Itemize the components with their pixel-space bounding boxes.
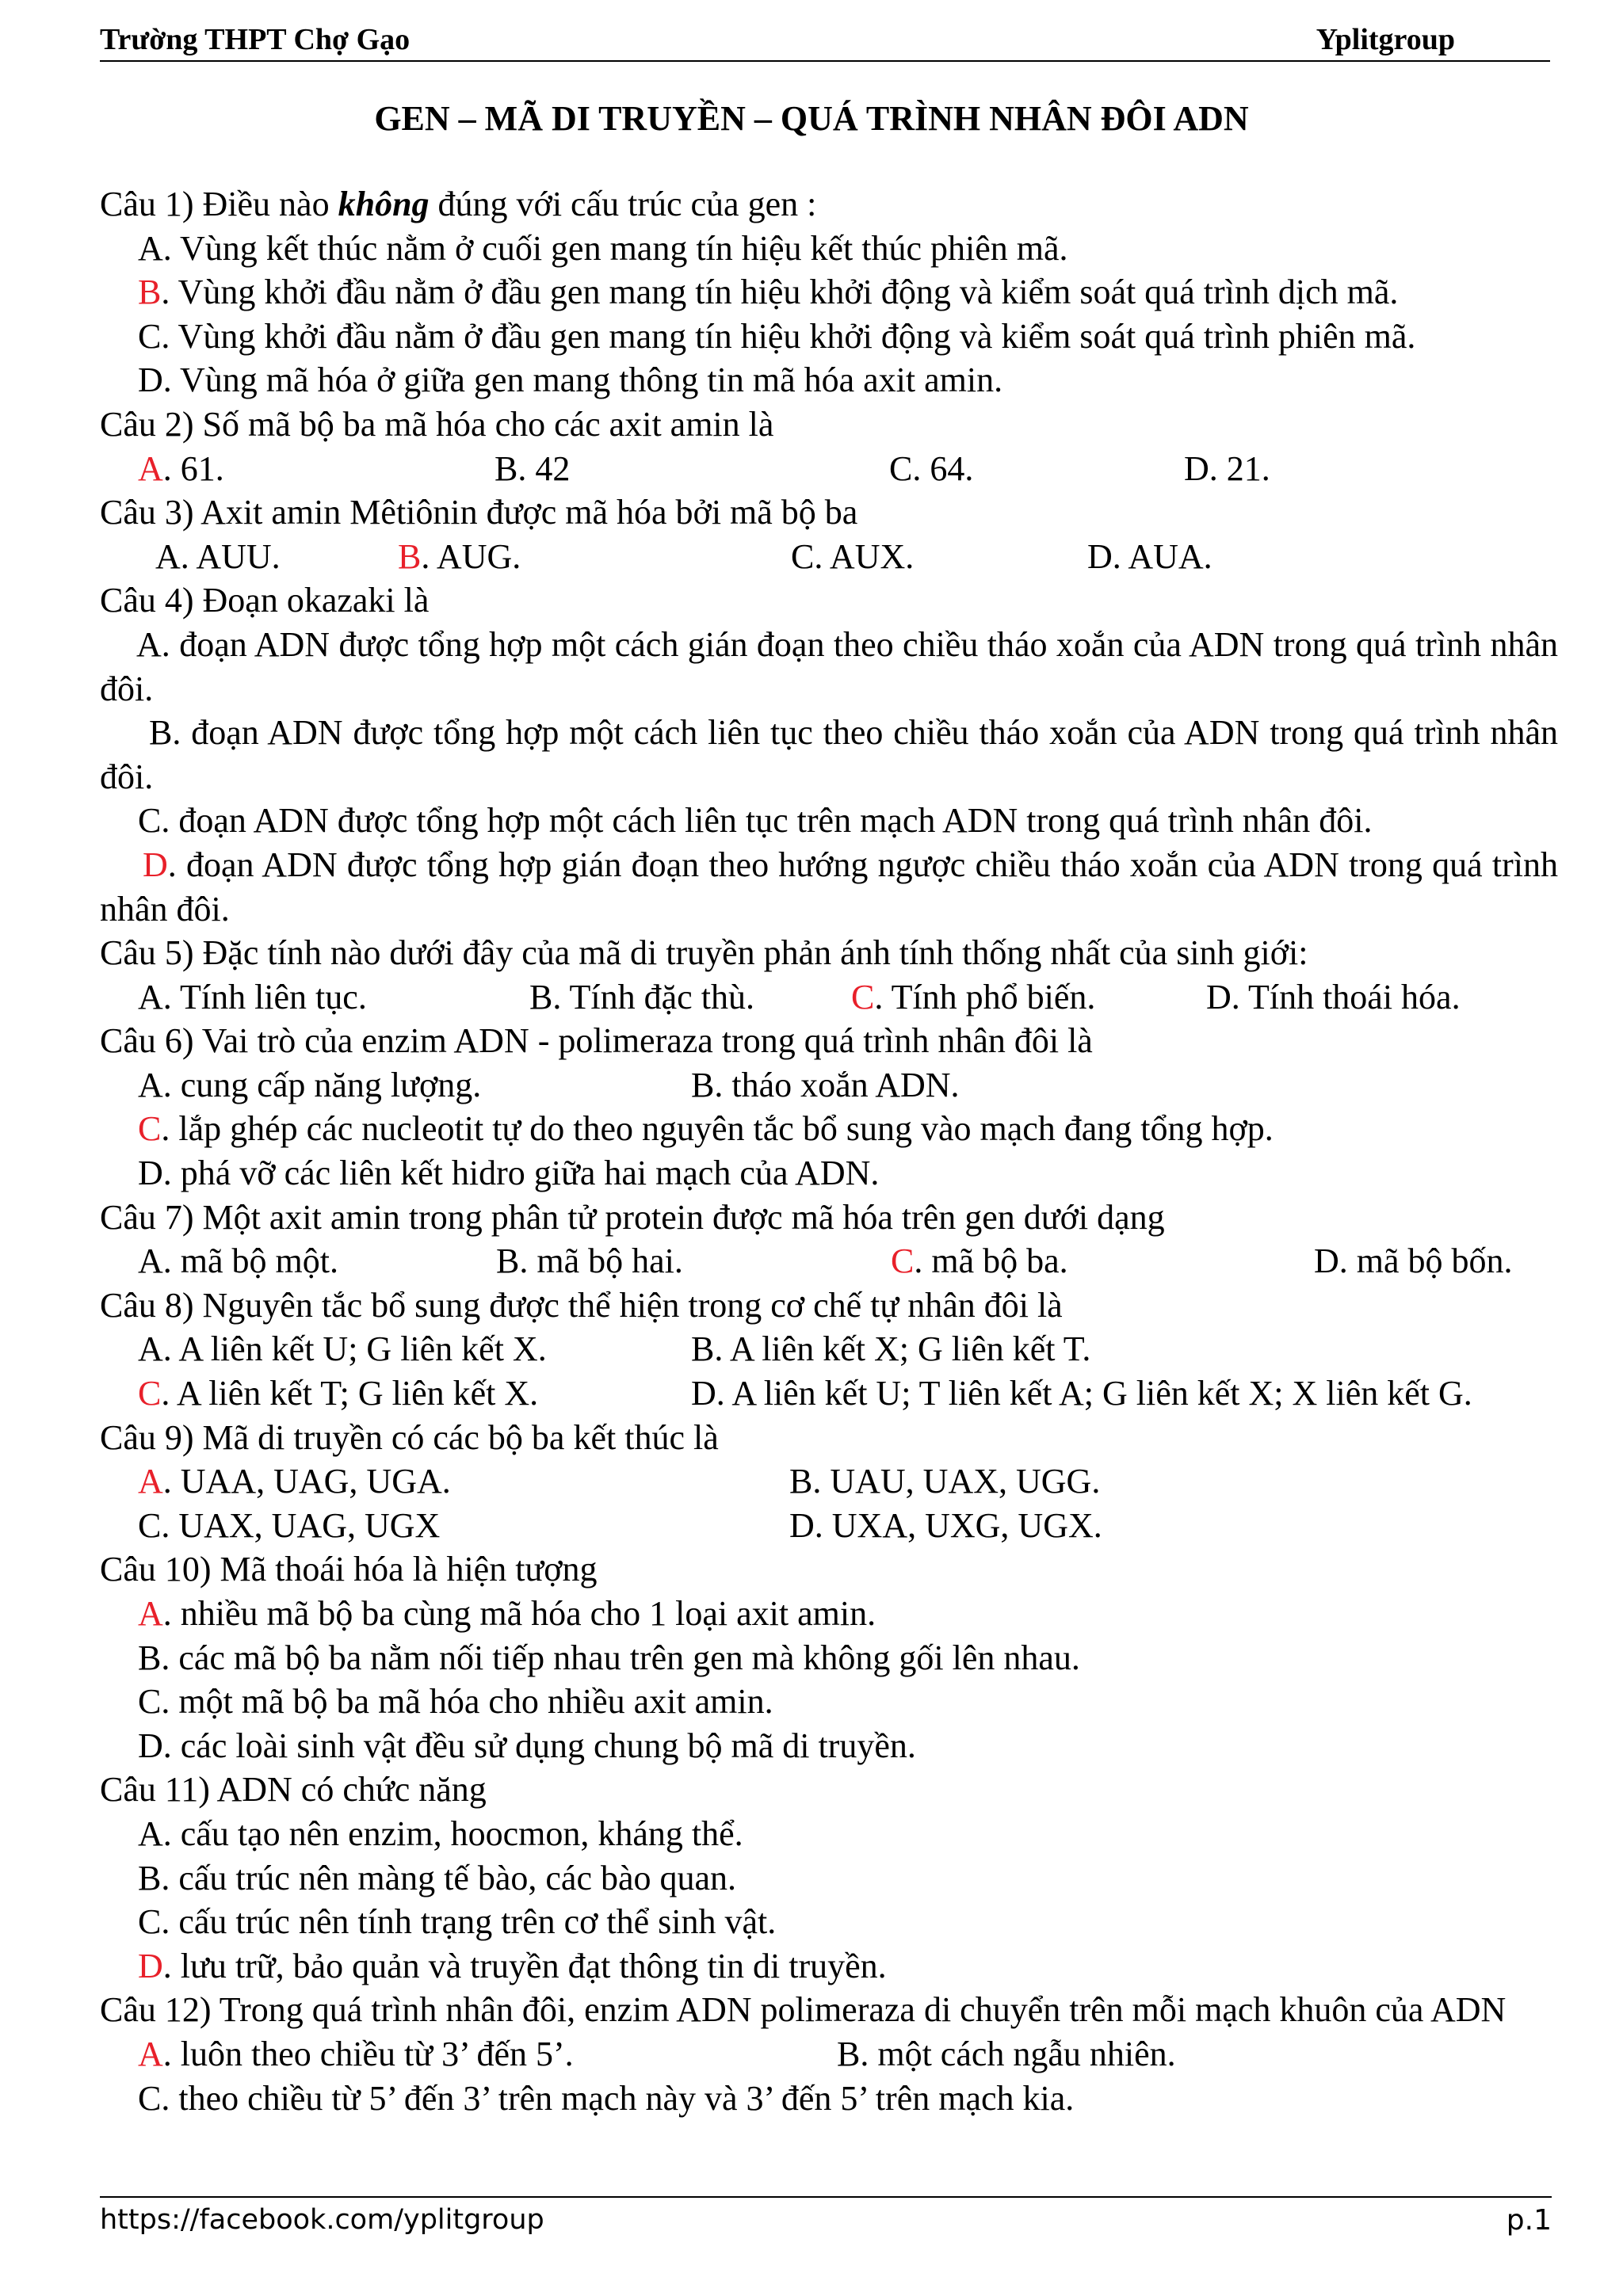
- question-8-option-b: B. A liên kết X; G liên kết T.: [691, 1329, 1091, 1369]
- footer-rule: [100, 2196, 1552, 2198]
- question-1-option-a: A. Vùng kết thúc nằm ở cuối gen mang tín hiệu kết thúc phiên mã.: [138, 228, 1068, 268]
- question-2-option-b: B. 42: [495, 448, 571, 488]
- question-7-option-b: B. mã bộ hai.: [496, 1241, 683, 1281]
- question-8-option-a: A. A liên kết U; G liên kết X.: [138, 1329, 547, 1369]
- question-1-stem: Câu 1) Điều nào không đúng với cấu trúc của gen :: [100, 185, 817, 223]
- question-6-option-a: A. cung cấp năng lượng.: [138, 1065, 482, 1104]
- question-2-option-d: D. 21.: [1184, 448, 1270, 488]
- question-6-stem: Câu 6) Vai trò của enzim ADN - polimeraza trong quá trình nhân đôi là: [100, 1021, 1093, 1061]
- question-3-option-b: B. AUG.: [398, 536, 521, 576]
- school-name: Trường THPT Chợ Gạo: [100, 23, 411, 56]
- question-6-option-b: B. tháo xoắn ADN.: [691, 1065, 960, 1104]
- question-3-option-c: C. AUX.: [791, 536, 915, 576]
- question-3-option-d: D. AUA.: [1087, 536, 1212, 576]
- question-8-options-cd: [100, 1371, 1558, 1416]
- group-name: Yplitgroup: [1316, 23, 1455, 56]
- question-5-option-b: B. Tính đặc thù.: [529, 977, 754, 1016]
- question-3-option-a: A. AUU.: [155, 536, 281, 576]
- question-3-stem: Câu 3) Axit amin Mêtiônin được mã hóa bởi mã bộ ba: [100, 493, 858, 532]
- question-5-option-d: D. Tính thoái hóa.: [1206, 977, 1461, 1016]
- question-9-options-ab: [100, 1459, 1558, 1504]
- question-11-option-a: A. cấu tạo nên enzim, hoocmon, kháng thể.: [138, 1814, 743, 1853]
- question-5-option-a: A. Tính liên tục.: [138, 977, 367, 1016]
- question-11-stem: Câu 11) ADN có chức năng: [100, 1770, 487, 1810]
- question-9-options-cd: [100, 1504, 1558, 1548]
- question-list: [100, 182, 1558, 2120]
- question-11-option-b: B. cấu trúc nên màng tế bào, các bào quan.: [138, 1858, 737, 1897]
- answer-key: B: [398, 536, 422, 576]
- question-1-option-d: D. Vùng mã hóa ở giữa gen mang thông tin mã hóa axit amin.: [138, 360, 1003, 400]
- answer-key: A: [138, 1462, 163, 1501]
- answer-key: A: [138, 1594, 163, 1633]
- question-5-options: [100, 975, 1558, 1020]
- question-8-option-c: C. A liên kết T; G liên kết X.: [138, 1374, 539, 1413]
- question-12-options-ab: [100, 2032, 1558, 2077]
- question-9-option-a: A. UAA, UAG, UGA.: [138, 1462, 451, 1501]
- question-7-option-d: D. mã bộ bốn.: [1314, 1241, 1513, 1281]
- question-9-option-c: C. UAX, UAG, UGX: [138, 1505, 441, 1545]
- question-2-stem: Câu 2) Số mã bộ ba mã hóa cho các axit amin là: [100, 404, 774, 444]
- footer-url: https://facebook.com/yplitgroup: [100, 2204, 544, 2236]
- page-number: p.1: [1506, 2204, 1552, 2237]
- question-6-option-c: C. lắp ghép các nucleotit tự do theo nguyên tắc bổ sung vào mạch đang tổng hợp.: [138, 1109, 1274, 1149]
- question-1-option-b: B. Vùng khởi đầu nằm ở đầu gen mang tín hiệu khởi động và kiểm soát quá trình dịch mã.: [138, 273, 1399, 312]
- question-4-stem: Câu 4) Đoạn okazaki là: [100, 581, 430, 620]
- question-8-option-d: D. A liên kết U; T liên kết A; G liên kết X; X liên kết G.: [691, 1374, 1472, 1413]
- question-7-stem: Câu 7) Một axit amin trong phân tử protein được mã hóa trên gen dưới dạng: [100, 1197, 1165, 1237]
- answer-key: C: [138, 1109, 162, 1149]
- question-3-options: [100, 535, 1558, 579]
- question-10-stem: Câu 10) Mã thoái hóa là hiện tượng: [100, 1550, 598, 1589]
- answer-key: B: [138, 273, 162, 312]
- question-2-options: [100, 447, 1558, 491]
- question-4-option-a: A. đoạn ADN được tổng hợp một cách gián đoạn theo chiều tháo xoắn của ADN trong quá trình nhân đôi.: [100, 624, 1558, 708]
- answer-key: D: [143, 845, 168, 884]
- answer-key: D: [138, 1946, 163, 1985]
- question-4-option-b: B. đoạn ADN được tổng hợp một cách liên tục theo chiều tháo xoắn của ADN trong quá trình nhân đôi.: [100, 713, 1558, 796]
- question-10-option-c: C. một mã bộ ba mã hóa cho nhiều axit amin.: [138, 1682, 773, 1722]
- question-4-option-c: C. đoạn ADN được tổng hợp một cách liên tục trên mạch ADN trong quá trình nhân đôi.: [138, 801, 1373, 841]
- question-9-stem: Câu 9) Mã di truyền có các bộ ba kết thúc là: [100, 1417, 719, 1457]
- question-11-option-d: D. lưu trữ, bảo quản và truyền đạt thông tin di truyền.: [138, 1946, 887, 1985]
- question-12-option-b: B. một cách ngẫu nhiên.: [837, 2034, 1176, 2073]
- page-header: [100, 19, 1550, 62]
- question-12-option-c: C. theo chiều từ 5’ đến 3’ trên mạch này và 3’ đến 5’ trên mạch kia.: [138, 2078, 1075, 2118]
- question-2-option-c: C. 64.: [889, 448, 974, 488]
- question-6-option-d: D. phá vỡ các liên kết hidro giữa hai mạch của ADN.: [138, 1154, 880, 1193]
- question-7-option-a: A. mã bộ một.: [138, 1241, 338, 1281]
- question-7-option-c: C. mã bộ ba.: [891, 1241, 1068, 1281]
- question-12-stem: Câu 12) Trong quá trình nhân đôi, enzim ADN polimeraza di chuyển trên mỗi mạch khuôn của ADN: [100, 1990, 1507, 2030]
- question-6-options-ab: [100, 1063, 1558, 1108]
- question-7-options: [100, 1239, 1558, 1283]
- question-4-option-d: D. đoạn ADN được tổng hợp gián đoạn theo hướng ngược chiều tháo xoắn của ADN trong quá trình nhân đôi.: [100, 845, 1558, 929]
- question-5-stem: Câu 5) Đặc tính nào dưới đây của mã di truyền phản ánh tính thống nhất của sinh giới:: [100, 933, 1308, 973]
- answer-key: A: [138, 2034, 163, 2073]
- answer-key: C: [851, 977, 875, 1016]
- question-12-option-a: A. luôn theo chiều từ 3’ đến 5’.: [138, 2034, 574, 2073]
- question-9-option-b: B. UAU, UAX, UGG.: [789, 1462, 1101, 1501]
- question-10-option-d: D. các loài sinh vật đều sử dụng chung bộ mã di truyền.: [138, 1726, 916, 1765]
- question-2-option-a: A. 61.: [138, 448, 224, 488]
- answer-key: C: [138, 1374, 162, 1413]
- question-1-option-c: C. Vùng khởi đầu nằm ở đầu gen mang tín hiệu khởi động và kiểm soát quá trình phiên mã.: [138, 316, 1416, 356]
- answer-key: C: [891, 1241, 915, 1281]
- question-11-option-c: C. cấu trúc nên tính trạng trên cơ thể sinh vật.: [138, 1902, 777, 1942]
- question-10-option-b: B. các mã bộ ba nằm nối tiếp nhau trên gen mà không gối lên nhau.: [138, 1638, 1080, 1677]
- question-5-option-c: C. Tính phổ biến.: [851, 977, 1096, 1016]
- document-title: GEN – MÃ DI TRUYỀN – QUÁ TRÌNH NHÂN ĐÔI ADN: [374, 99, 1249, 138]
- question-10-option-a: A. nhiều mã bộ ba cùng mã hóa cho 1 loại axit amin.: [138, 1594, 876, 1633]
- question-9-option-d: D. UXA, UXG, UGX.: [789, 1505, 1102, 1545]
- emphasis-word: không: [338, 185, 430, 223]
- question-8-options-ab: [100, 1327, 1558, 1371]
- question-8-stem: Câu 8) Nguyên tắc bổ sung được thể hiện trong cơ chế tự nhân đôi là: [100, 1285, 1063, 1325]
- answer-key: A: [138, 448, 163, 488]
